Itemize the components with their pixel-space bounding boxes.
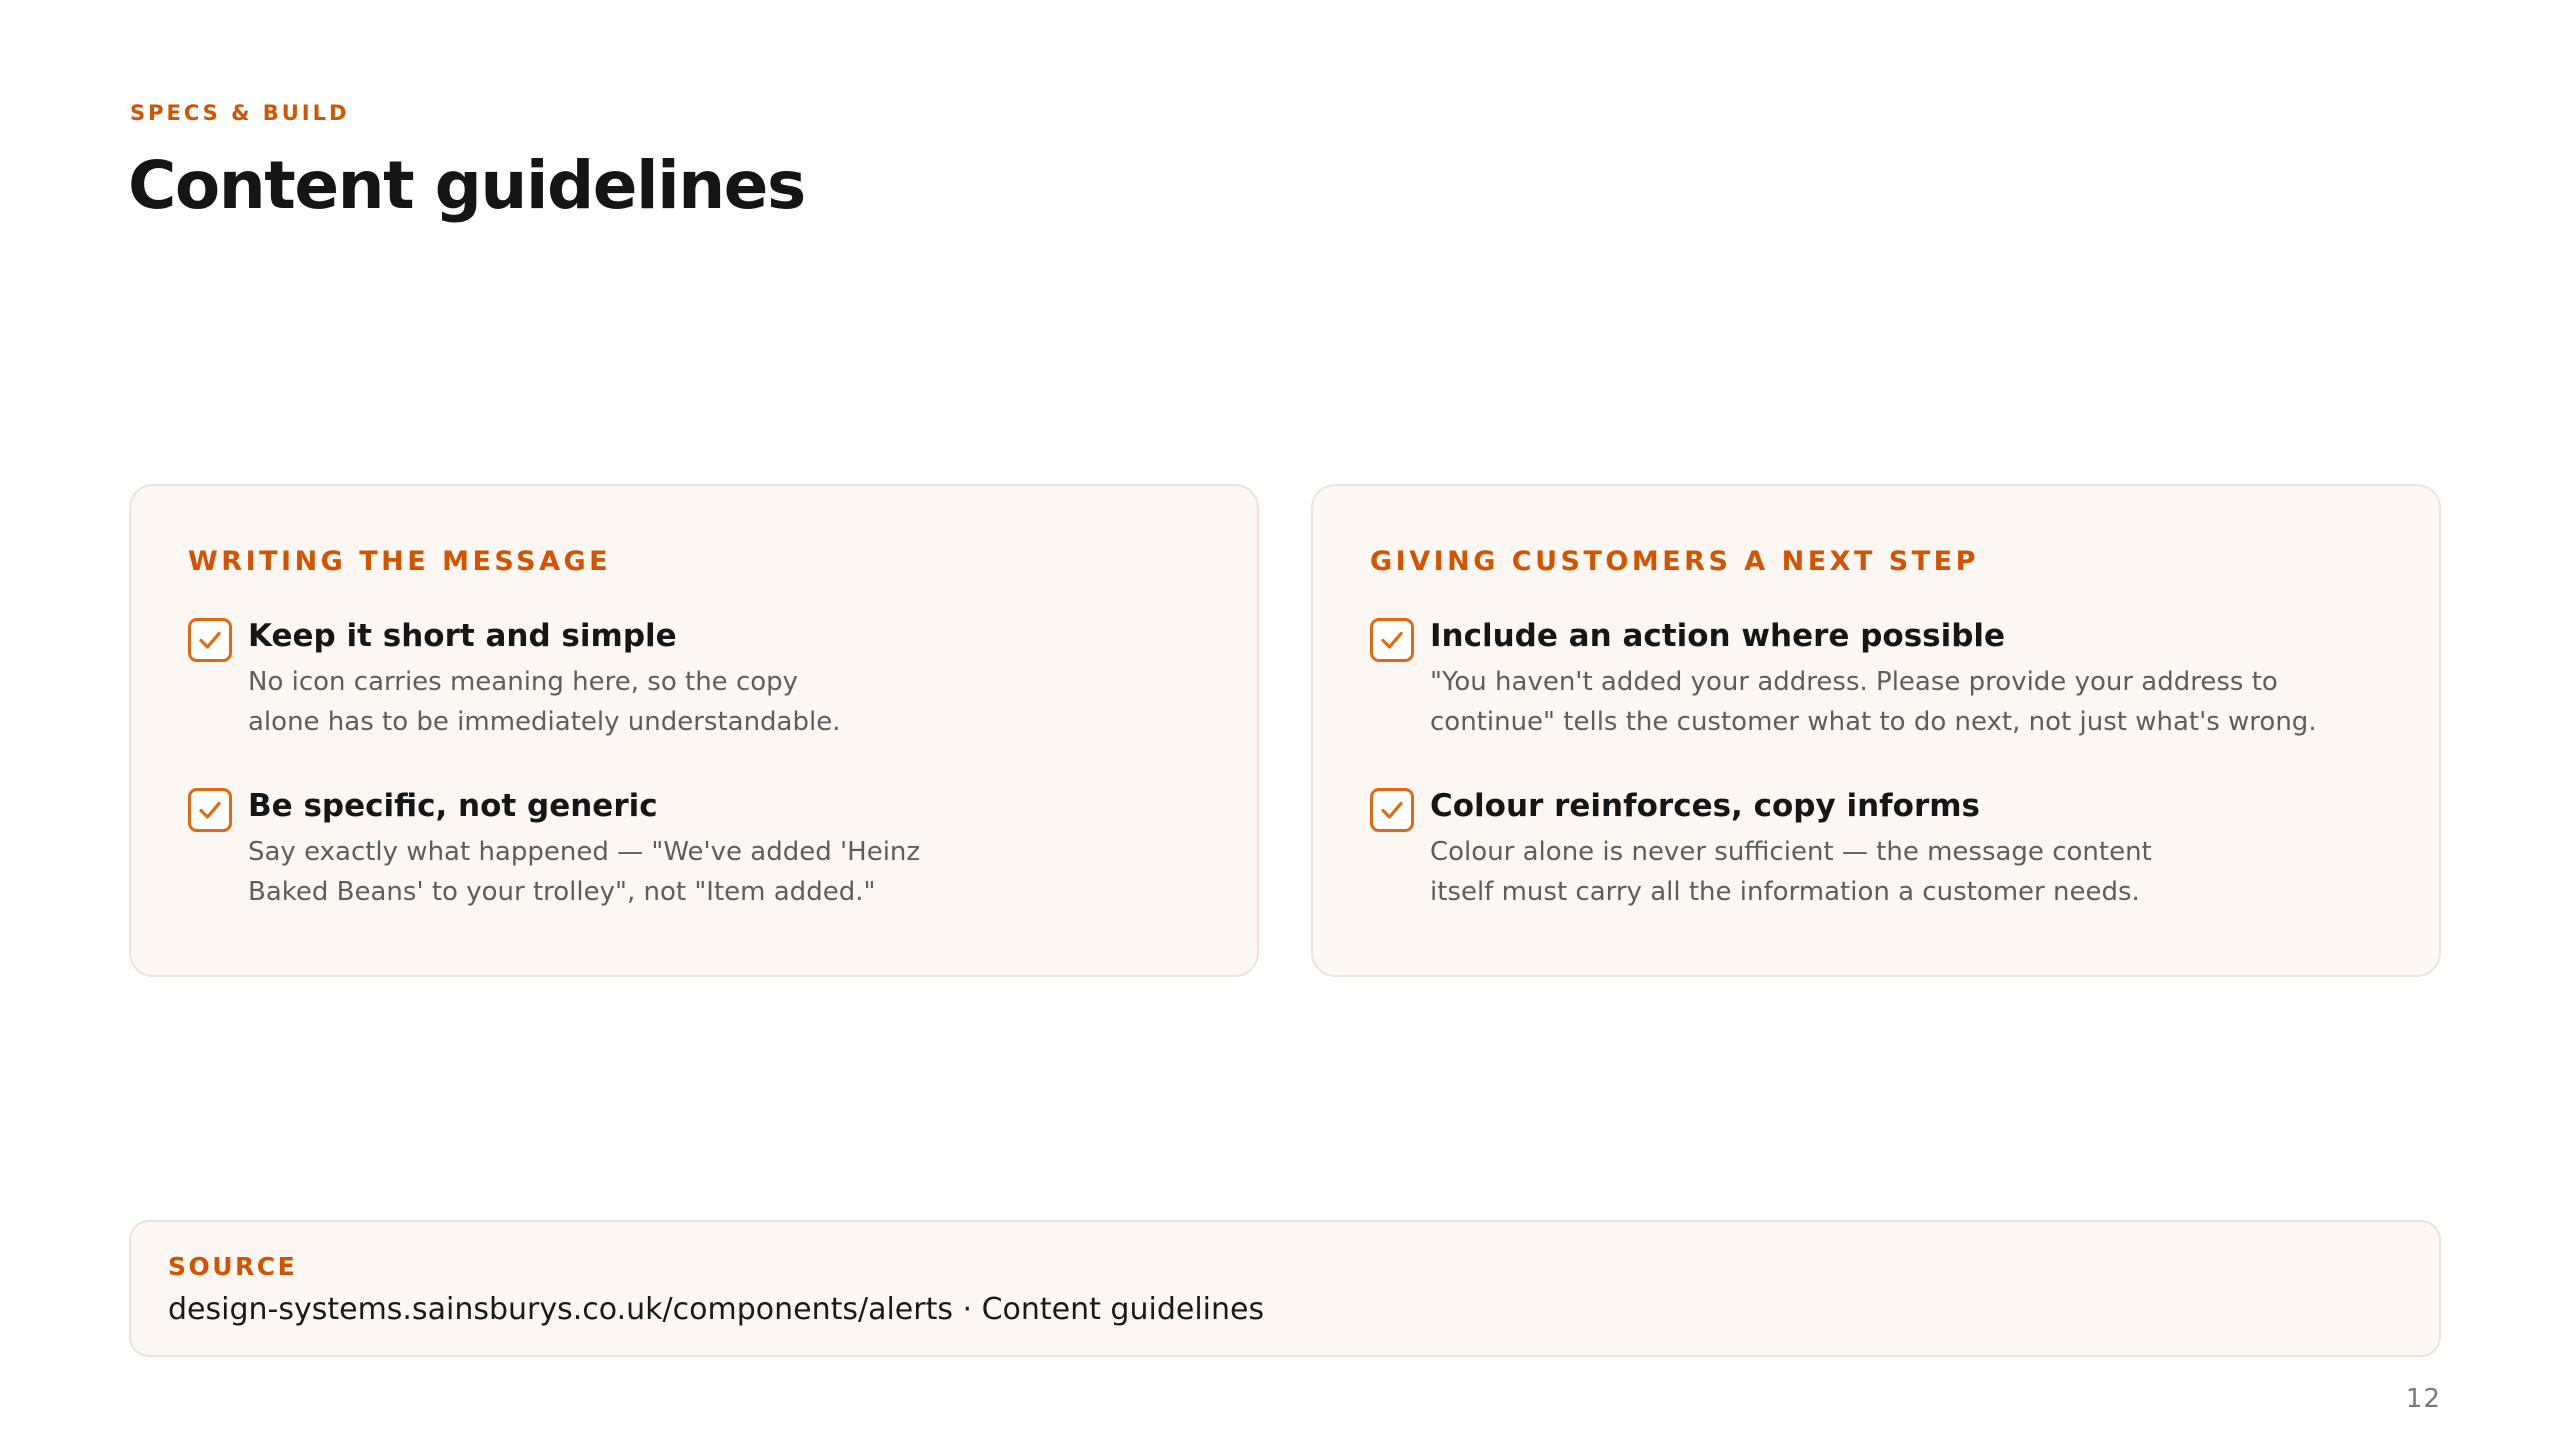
checkbox-checked-icon: [188, 618, 232, 662]
checkbox-checked-icon: [188, 788, 232, 832]
guideline-description-line: continue" tells the customer what to do next, not just what's wrong.: [1430, 707, 2317, 737]
guideline-title: Be specific, not generic: [248, 788, 658, 824]
guideline-description: [1430, 662, 2390, 742]
guideline-description-line: Say exactly what happened — "We've added 'Heinz: [248, 837, 921, 867]
card-giving-customers-a-next-step: [1311, 484, 2441, 977]
checkbox-checked-icon: [1370, 618, 1414, 662]
guideline-description-line: Baked Beans' to your trolley", not "Item added.": [248, 877, 876, 907]
guideline-title: Include an action where possible: [1430, 618, 2006, 654]
page-number: 12: [2405, 1384, 2441, 1414]
card-heading: WRITING THE MESSAGE: [188, 546, 612, 577]
source-box: [129, 1220, 2441, 1357]
card-heading: GIVING CUSTOMERS A NEXT STEP: [1370, 546, 1979, 577]
source-text: design-systems.sainsburys.co.uk/components/alerts · Content guidelines: [168, 1292, 1265, 1327]
guideline-description-line: Colour alone is never sufficient — the message content: [1430, 837, 2152, 867]
guideline-description: [248, 662, 1208, 742]
guideline-description: [248, 832, 1208, 912]
guideline-description-line: "You haven't added your address. Please provide your address to: [1430, 667, 2278, 697]
guideline-title: Keep it short and simple: [248, 618, 677, 654]
eyebrow-label: SPECS & BUILD: [130, 101, 350, 125]
checkbox-checked-icon: [1370, 788, 1414, 832]
guideline-description-line: No icon carries meaning here, so the copy: [248, 667, 799, 697]
page-title: Content guidelines: [128, 147, 805, 224]
card-writing-the-message: [129, 484, 1259, 977]
guideline-title: Colour reinforces, copy informs: [1430, 788, 1981, 824]
guideline-description: [1430, 832, 2390, 912]
source-label: SOURCE: [168, 1252, 298, 1281]
guideline-description-line: alone has to be immediately understandable.: [248, 707, 841, 737]
guideline-description-line: itself must carry all the information a customer needs.: [1430, 877, 2140, 907]
